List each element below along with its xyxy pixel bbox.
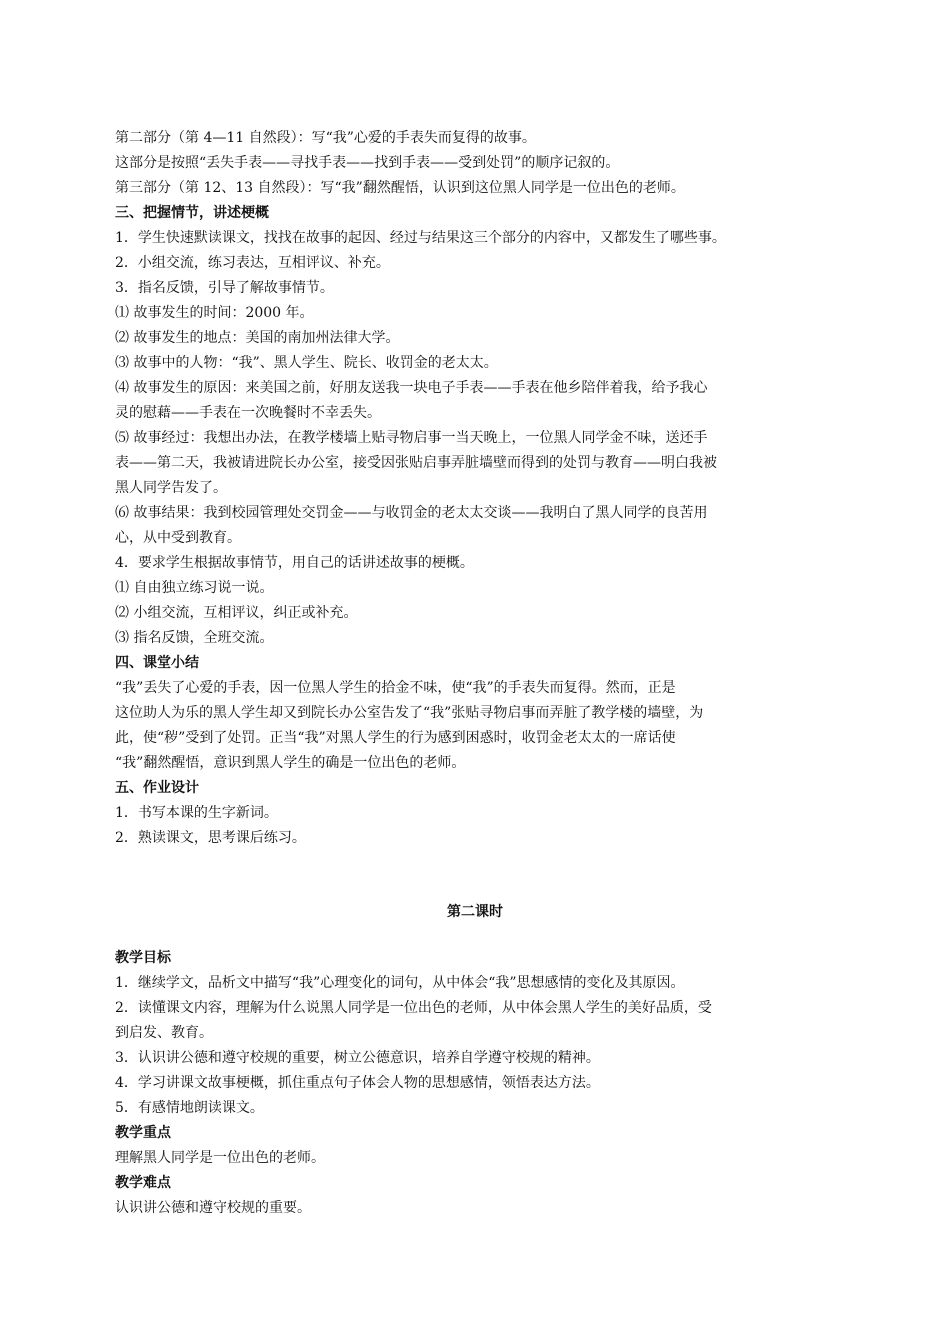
text-line: 表——第二天，我被请进院长办公室，接受因张贴启事弄脏墙壁而得到的处罚与教育——明白我被 [115,455,717,471]
text-line: ⑵ 小组交流，互相评议，纠正或补充。 [115,605,358,621]
text-line: 黑人同学告发了。 [115,480,227,496]
spacer [115,925,835,946]
document-page [115,126,835,1221]
text-line: 4．学习讲课文故事梗概，抓住重点句子体会人物的思想感情，领悟表达方法。 [115,1075,600,1091]
text-line: 第三部分（第 12、13 自然段）：写“我”翻然醒悟，认识到这位黑人同学是一位出色的老师。 [115,180,685,196]
text-line: ⑹ 故事结果：我到校园管理处交罚金——与收罚金的老太太交谈——我明白了黑人同学的良苦用 [115,505,708,521]
text-line: 灵的慰藉——手表在一次晚餐时不幸丢失。 [115,405,381,421]
text-line: 理解黑人同学是一位出色的老师。 [115,1150,325,1166]
section-heading: 四、课堂小结 [115,655,199,671]
text-line: 2．小组交流，练习表达，互相评议、补充。 [115,255,390,271]
text-line: ⑸ 故事经过：我想出办法，在教学楼墙上贴寻物启事一当天晚上，一位黑人同学金不味，送还手 [115,430,708,446]
text-line: 此，使“秽”受到了处罚。正当“我”对黑人学生的行为感到困惑时，收罚金老太太的一席话使 [115,730,676,746]
text-line: 2．读懂课文内容，理解为什么说黑人同学是一位出色的老师，从中体会黑人学生的美好品质，受 [115,1000,712,1016]
text-line: ⑴ 故事发生的时间：2000 年。 [115,305,314,321]
part-a-block [115,126,835,851]
section-heading: 教学难点 [115,1175,171,1191]
text-line: 到启发、教育。 [115,1025,213,1041]
text-line: ⑴ 自由独立练习说一说。 [115,580,274,596]
section-heading: 教学目标 [115,950,171,966]
part-b-block [115,946,835,1221]
text-line: 第二部分（第 4—11 自然段）：写“我”心爱的手表失而复得的故事。 [115,130,536,146]
spacer [115,851,835,900]
text-line: 3．认识讲公德和遵守校规的重要，树立公德意识，培养自学遵守校规的精神。 [115,1050,600,1066]
text-line: 1．书写本课的生字新词。 [115,805,278,821]
text-line: 1．学生快速默读课文，找找在故事的起因、经过与结果这三个部分的内容中，又都发生了哪些事。 [115,230,726,246]
text-line: 这位助人为乐的黑人学生却又到院长办公室告发了“我”张贴寻物启事而弄脏了教学楼的墙壁，为 [115,705,704,721]
text-line: 心，从中受到教育。 [115,530,241,546]
text-line: ⑷ 故事发生的原因：来美国之前，好朋友送我一块电子手表——手表在他乡陪伴着我，给予我心 [115,380,708,396]
section-heading: 教学重点 [115,1125,171,1141]
text-line: 2．熟读课文，思考课后练习。 [115,830,306,846]
text-line: ⑶ 故事中的人物：“我”、黑人学生、院长、收罚金的老太太。 [115,355,498,371]
text-line: ⑵ 故事发生的地点：美国的南加州法律大学。 [115,330,400,346]
text-line: 这部分是按照“丢失手表——寻找手表——找到手表——受到处罚”的顺序记叙的。 [115,155,620,171]
text-line: 1．继续学文，品析文中描写“我”心理变化的词句，从中体会“我”思想感情的变化及其原因。 [115,975,685,991]
section-heading: 五、作业设计 [115,780,199,796]
text-line: 4．要求学生根据故事情节，用自己的话讲述故事的梗概。 [115,555,474,571]
text-line: 认识讲公德和遵守校规的重要。 [115,1200,311,1216]
text-line: 5．有感情地朗读课文。 [115,1100,264,1116]
section-heading: 三、把握情节，讲述梗概 [115,205,269,221]
text-line: “我”翻然醒悟，意识到黑人学生的确是一位出色的老师。 [115,755,466,771]
text-line: ⑶ 指名反馈，全班交流。 [115,630,274,646]
text-line: 3．指名反馈，引导了解故事情节。 [115,280,334,296]
section-title: 第二课时 [447,904,503,920]
text-line: “我”丢失了心爱的手表，因一位黑人学生的拾金不味，使“我”的手表失而复得。然而，正是 [115,680,676,696]
